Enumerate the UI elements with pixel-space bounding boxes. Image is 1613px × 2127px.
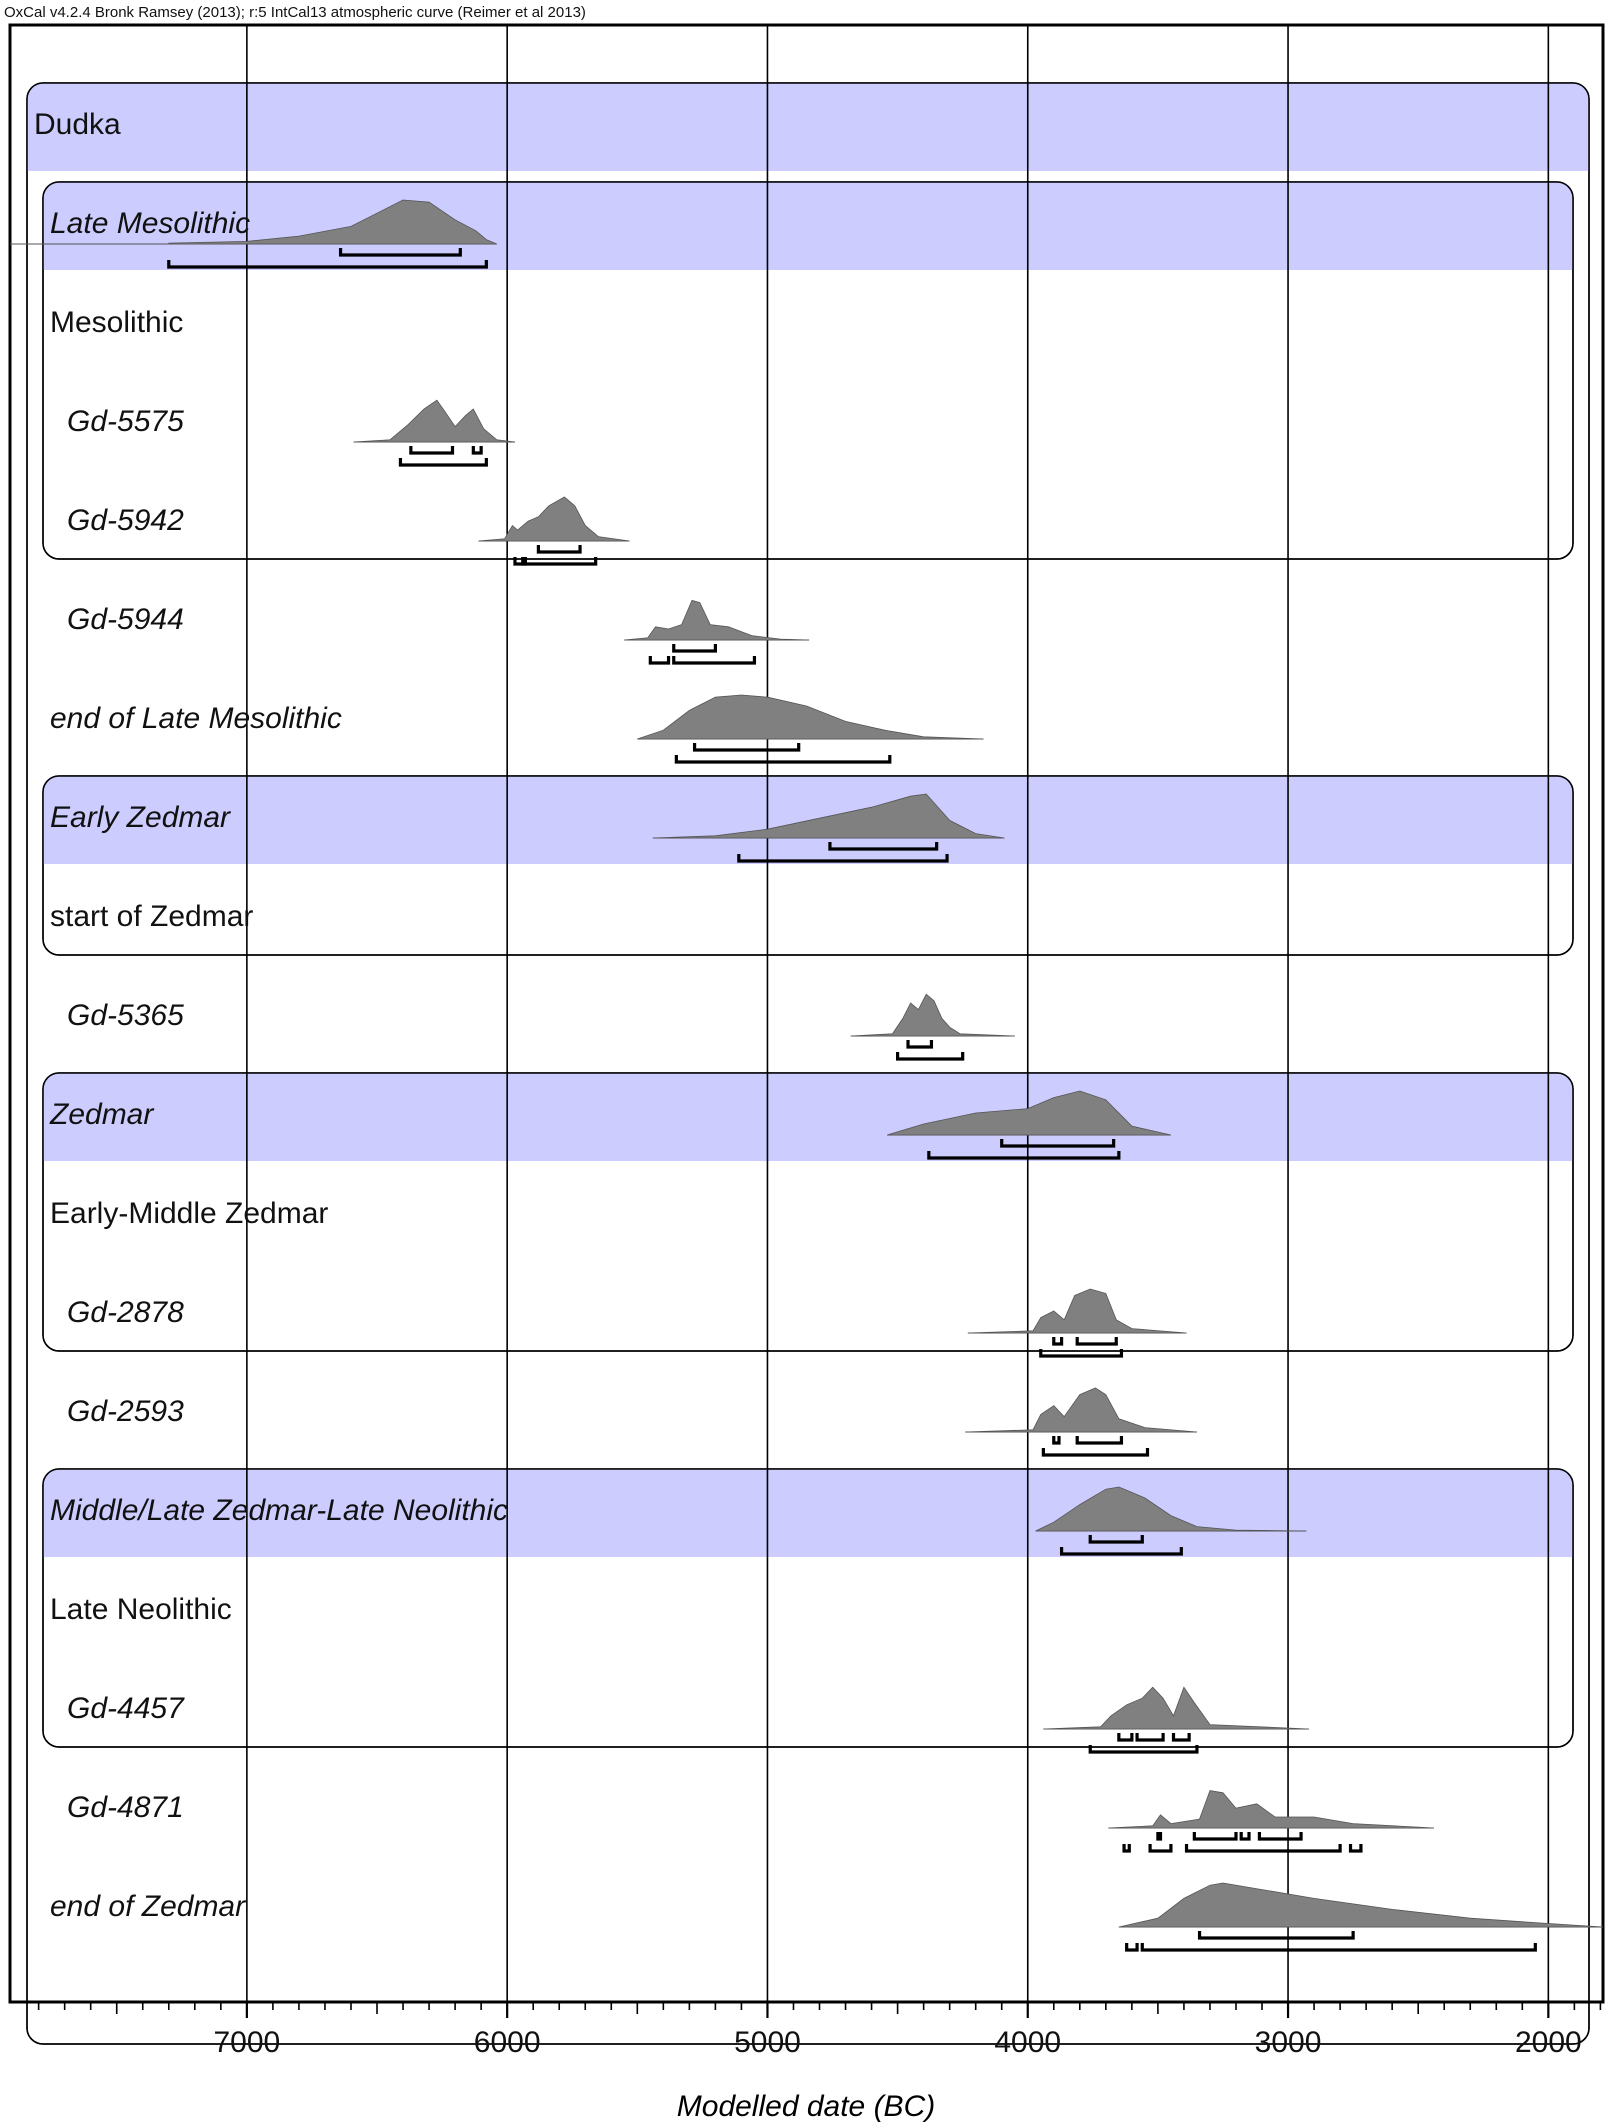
row-label-end-of-zedmar: end of Zedmar [50, 1890, 246, 1923]
row-label-gd-4457: Gd-4457 [67, 1692, 184, 1725]
group-boxes [27, 83, 1589, 2044]
tick-label-6000: 6000 [473, 2026, 541, 2059]
row-label-early-zedmar: Early Zedmar [50, 801, 231, 834]
row-label-end-of-late-mesolithic: end of Late Mesolithic [50, 702, 342, 735]
x-axis-label: Modelled date (BC) [676, 2090, 936, 2123]
range-95-gd-5942-1 [523, 557, 526, 564]
row-label-middle-late-zedmar-late-neolithic: Middle/Late Zedmar-Late Neolithic [50, 1494, 509, 1527]
row-label-gd-5575: Gd-5575 [67, 405, 184, 438]
group-header-band-dudka [27, 83, 1589, 171]
range-68-gd-4871-0 [1158, 1832, 1161, 1839]
group-header-band-start-of-zedmar [43, 776, 1573, 864]
group-header-band-mesolithic [43, 182, 1573, 270]
tick-label-3000: 3000 [1254, 2026, 1322, 2059]
row-label-gd-4871: Gd-4871 [67, 1791, 184, 1824]
row-label-gd-5942: Gd-5942 [67, 504, 184, 537]
tick-label-7000: 7000 [213, 2026, 281, 2059]
row-label-dudka: Dudka [34, 108, 121, 141]
tick-label-2000: 2000 [1514, 2026, 1582, 2059]
tick-label-5000: 5000 [734, 2026, 801, 2059]
row-label-mesolithic: Mesolithic [50, 306, 184, 339]
row-label-start-of-zedmar: start of Zedmar [50, 900, 254, 933]
row-label-gd-5944: Gd-5944 [67, 603, 184, 636]
row-label-zedmar: Zedmar [50, 1098, 154, 1131]
tick-label-4000: 4000 [994, 2026, 1062, 2059]
row-label-late-mesolithic: Late Mesolithic [50, 207, 251, 240]
row-label-gd-2878: Gd-2878 [67, 1296, 184, 1329]
group-header-band-early-middle-zedmar [43, 1073, 1573, 1161]
row-label-late-neolithic: Late Neolithic [50, 1593, 232, 1626]
row-label-early-middle-zedmar: Early-Middle Zedmar [50, 1197, 329, 1230]
row-label-gd-2593: Gd-2593 [67, 1395, 184, 1428]
row-label-gd-5365: Gd-5365 [67, 999, 184, 1032]
software-header: OxCal v4.2.4 Bronk Ramsey (2013); r:5 IntCal13 atmospheric curve (Reimer et al 2013) [4, 4, 586, 21]
